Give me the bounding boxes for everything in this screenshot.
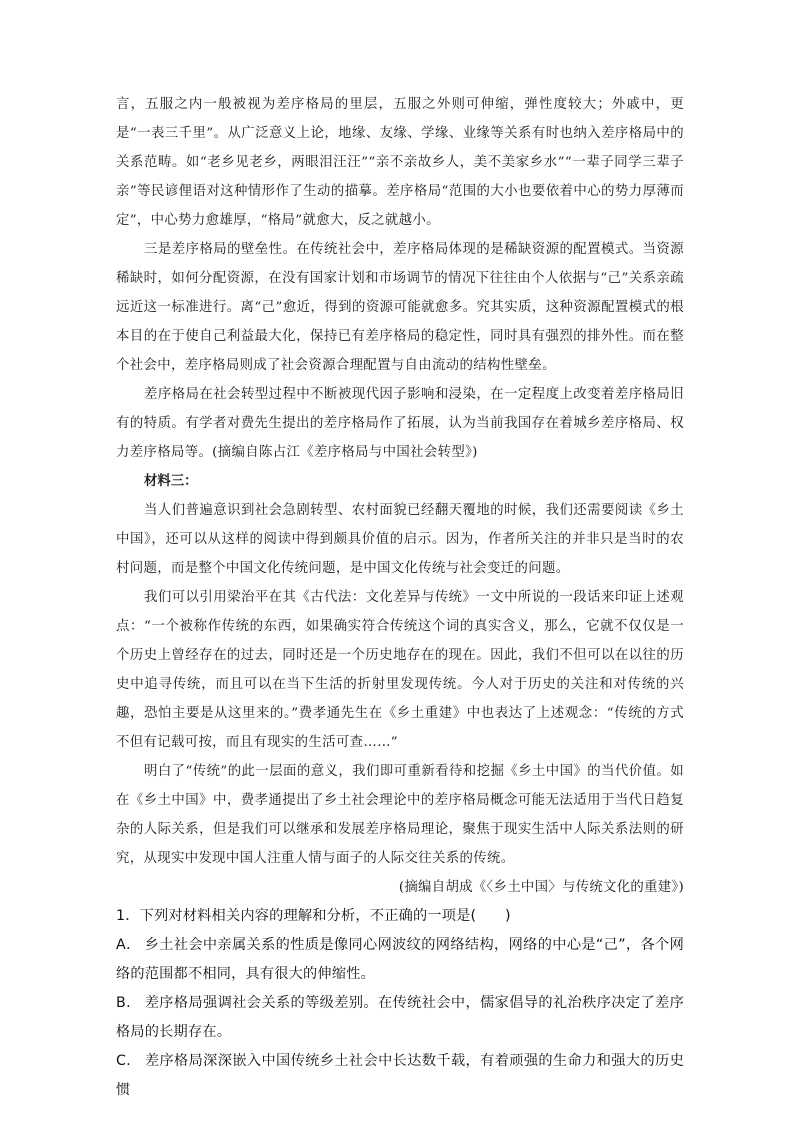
option-c[interactable]	[116, 1047, 684, 1105]
material-three-paragraph-3: 明白了“传统”的此一层面的意义，我们即可重新看待和挖掘《乡土中国》的当代价值。如在《乡土中国》中，费孝通提出了乡土社会理论中的差序格局概念可能无法适用于当代日趋复杂的人际关系，但是我们可以继承和发展差序格局理论，聚焦于现实生活中人际关系法则的研究，从现实中发现中国人注重人情与面子的人际交往关系的传统。	[116, 764, 684, 866]
option-a-text: 乡土社会中亲属关系的性质是像同心网波纹的网络结构，网络的中心是“己”，各个网络的范围都不相同，具有很大的伸缩性。	[116, 937, 684, 982]
material-three-label: 材料三：	[144, 473, 198, 489]
option-a-label: A．	[116, 937, 141, 953]
option-a[interactable]	[116, 931, 684, 989]
option-b[interactable]	[116, 989, 684, 1047]
material-three-source: (摘编自胡成《〈乡土中国〉与传统文化的重建》)	[398, 880, 684, 895]
passage-paragraph-continued: 言，五服之内一般被视为差序格局的里层，五服之外则可伸缩，弹性度较大；外戚中，更是“一表三千里”。从广泛意义上论，地缘、友缘、学缘、业缘等关系有时也纳入差序格局中的关系范畴。如“老乡见老乡，两眼泪汪汪”“亲不亲故乡人，美不美家乡水”“一辈子同学三辈子亲”等民谚俚语对这种情形作了生动的描摹。差序格局“范围的大小也要依着中心的势力厚薄而定”，中心势力愈雄厚，“格局”就愈大，反之就越小。	[116, 97, 684, 228]
option-c-label: C．	[116, 1053, 141, 1069]
document-page	[116, 90, 684, 1105]
material-three-paragraph-2: 我们可以引用梁治平在其《古代法：文化差异与传统》一文中所说的一段话来印证上述观点：“一个被称作传统的东西，如果确实符合传统这个词的真实含义，那么，它就不仅仅是一个历史上曾经存在的过去，同时还是一个历史地存在的现在。因此，我们不但可以在以往的历史中追寻传统，而且可以在当下生活的折射里发现传统。今人对于历史的关注和对传统的兴趣，恐怕主要是从这里来的。”费孝通先生在《乡土重建》中也表达了上述观念：“传统的方式不但有记载可按，而且有现实的生活可查……”	[116, 590, 684, 750]
option-b-label: B．	[116, 995, 141, 1011]
option-c-text: 差序格局深深嵌入中国传统乡土社会中长达数千载，有着顽强的生命力和强大的历史惯	[116, 1053, 684, 1098]
material-three-paragraph-1: 当人们普遍意识到社会急剧转型、农村面貌已经翻天覆地的时候，我们还需要阅读《乡土中国》，还可以从这样的阅读中得到颇具价值的启示。因为，作者所关注的并非只是当时的农村问题，而是整个中国文化传统问题，是中国文化传统与社会变迁的问题。	[116, 503, 684, 576]
question-stem: 1．下列对材料相关内容的理解和分析，不正确的一项是( )	[116, 908, 511, 924]
passage-paragraph-barrier: 三是差序格局的壁垒性。在传统社会中，差序格局体现的是稀缺资源的配置模式。当资源稀缺时，如何分配资源，在没有国家计划和市场调节的情况下往往由个人依据与“己”关系亲疏远近这一标准进行。离“己”愈近，得到的资源可能就愈多。究其实质，这种资源配置模式的根本目的在于使自己利益最大化，保持已有差序格局的稳定性，同时具有强烈的排外性。而在整个社会中，差序格局则成了社会资源合理配置与自由流动的结构性壁垒。	[116, 242, 684, 373]
option-b-text: 差序格局强调社会关系的等级差别。在传统社会中，儒家倡导的礼治秩序决定了差序格局的长期存在。	[116, 995, 685, 1040]
passage-paragraph-transformation: 差序格局在社会转型过程中不断被现代因子影响和浸染，在一定程度上改变着差序格局旧有的特质。有学者对费先生提出的差序格局作了拓展，认为当前我国存在着城乡差序格局、权力差序格局等。(摘编自陈占江《差序格局与中国社会转型》)	[116, 387, 684, 460]
